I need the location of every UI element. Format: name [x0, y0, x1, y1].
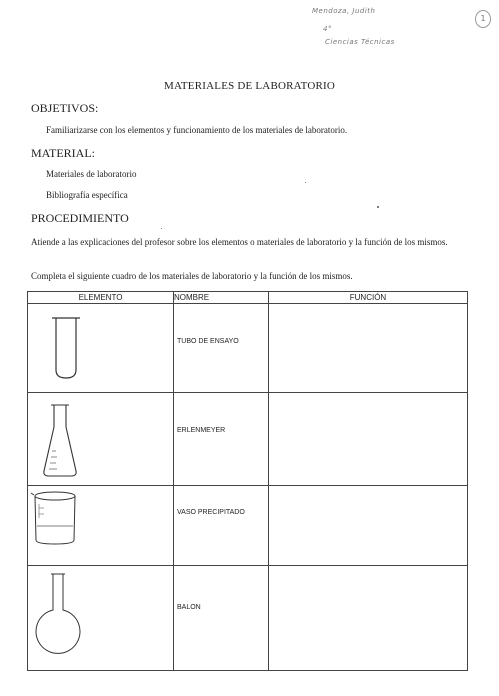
- function-cell[interactable]: [269, 304, 468, 393]
- header-elemento: ELEMENTO: [28, 292, 174, 304]
- page-title: MATERIALES DE LABORATORIO: [163, 80, 336, 92]
- test-tube-icon: [48, 312, 88, 382]
- objetivos-heading: OBJETIVOS:: [31, 101, 99, 115]
- material-name: TUBO DE ENSAYO: [177, 338, 239, 345]
- material-name: BALON: [177, 604, 201, 611]
- element-cell: [28, 304, 174, 393]
- scan-speck: [377, 206, 379, 208]
- scan-speck: [305, 182, 306, 183]
- handwritten-course: Ciencias Técnicas: [325, 38, 395, 46]
- procedimiento-instruction: Atiende a las explicaciones del profesor sobre los elementos o materiales de laboratorio y la función de los mismos.: [31, 237, 448, 247]
- name-cell: [174, 393, 269, 486]
- material-name: VASO PRECIPITADO: [177, 509, 245, 516]
- materials-table: [27, 291, 468, 671]
- material-item: Materiales de laboratorio: [46, 169, 137, 179]
- table-row: [28, 486, 468, 566]
- function-cell[interactable]: [269, 486, 468, 566]
- name-cell: [174, 304, 269, 393]
- handwritten-name: Mendoza, Judith: [312, 7, 376, 15]
- handwritten-grade: 4°: [323, 25, 332, 33]
- material-heading: MATERIAL:: [31, 146, 95, 160]
- material-item: Bibliografía específica: [46, 190, 128, 200]
- header-nombre: NOMBRE: [174, 292, 269, 304]
- table-row: [28, 393, 468, 486]
- material-name: ERLENMEYER: [177, 427, 226, 434]
- element-cell: [28, 486, 174, 566]
- table-row: [28, 566, 468, 671]
- table-row: [28, 304, 468, 393]
- objetivos-text: Familiarizarse con los elementos y funcionamiento de los materiales de laboratorio.: [46, 125, 348, 135]
- function-cell[interactable]: [269, 566, 468, 671]
- header-funcion: FUNCIÓN: [269, 292, 468, 304]
- erlenmeyer-flask-icon: [40, 401, 80, 481]
- procedimiento-heading: PROCEDIMIENTO: [31, 211, 129, 225]
- scan-speck: [161, 228, 162, 229]
- page-number: 1: [475, 10, 491, 28]
- name-cell: [174, 566, 269, 671]
- element-cell: [28, 393, 174, 486]
- table-header-row: [28, 292, 468, 304]
- name-cell: [174, 486, 269, 566]
- element-cell: [28, 566, 174, 671]
- round-flask-icon: [30, 570, 86, 660]
- table-instruction: Completa el siguiente cuadro de los materiales de laboratorio y la función de los mismos.: [31, 271, 353, 281]
- beaker-icon: [30, 488, 80, 548]
- function-cell[interactable]: [269, 393, 468, 486]
